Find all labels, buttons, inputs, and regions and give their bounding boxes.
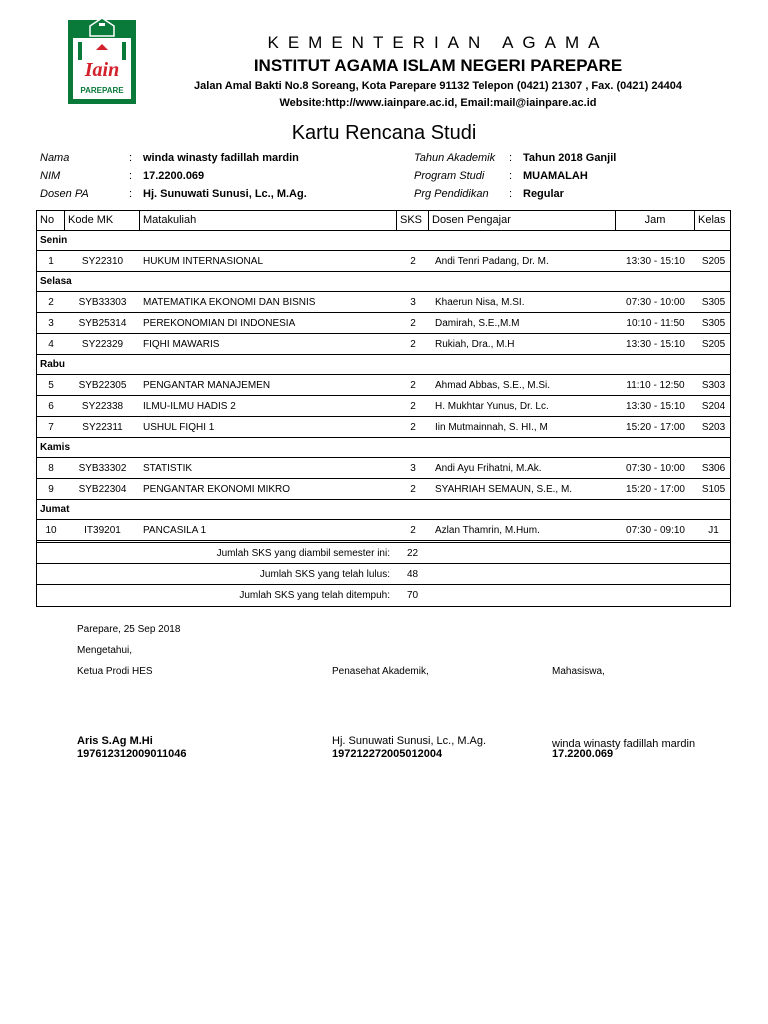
colon: :: [509, 170, 513, 182]
tahun-value: Tahun 2018 Ganjil: [523, 152, 617, 164]
mengetahui-text: Mengetahui,: [77, 645, 133, 656]
cell-mk: PANCASILA 1: [143, 525, 207, 536]
table-row: [37, 313, 730, 334]
cell-jam: 10:10 - 11:50: [626, 318, 685, 329]
cell-kelas: S305: [701, 297, 726, 308]
total-value: 48: [407, 569, 419, 580]
colon: :: [509, 152, 513, 164]
ketua-prodi-nip: 197612312009011046: [77, 748, 187, 760]
cell-kode: SY22329: [81, 339, 124, 350]
cell-mk: PENGANTAR MANAJEMEN: [143, 380, 271, 391]
cell-sks: 3: [410, 297, 416, 308]
student-info-right: [414, 152, 714, 212]
cell-sks: 2: [410, 422, 416, 433]
table-row: [37, 479, 730, 500]
cell-kode: SYB22305: [78, 380, 127, 391]
header-matakuliah: Matakuliah: [140, 211, 397, 230]
cell-dosen: Damirah, S.E.,M.M: [435, 318, 520, 329]
mahasiswa-nim: 17.2200.069: [552, 748, 614, 760]
cell-jam: 15:20 - 17:00: [626, 422, 685, 433]
dosen-pa-value: Hj. Sunuwati Sunusi, Lc., M.Ag.: [143, 188, 307, 200]
cell-mk: FIQHI MAWARIS: [143, 339, 220, 350]
cell-jam: 07:30 - 09:10: [626, 525, 685, 536]
table-row: [37, 458, 730, 479]
colon: :: [129, 188, 133, 200]
institute-address: Jalan Amal Bakti No.8 Soreang, Kota Parepare 91132 Telepon (0421) 21307 , Fax. (0421) 24404: [194, 80, 682, 92]
cell-kelas: S204: [701, 401, 726, 412]
cell-kelas: S105: [701, 484, 726, 495]
cell-mk: MATEMATIKA EKONOMI DAN BISNIS: [143, 297, 316, 308]
cell-kelas: S205: [701, 339, 726, 350]
penasehat-label: Penasehat Akademik,: [332, 666, 429, 677]
table-row: [37, 396, 730, 417]
dosen-pa-label: Dosen PA: [40, 188, 89, 200]
prg-label: Prg Pendidikan: [414, 188, 489, 200]
cell-sks: 3: [410, 463, 416, 474]
logo-wordmark: Iain: [84, 59, 120, 81]
cell-no: 7: [48, 422, 54, 433]
cell-jam: 07:30 - 10:00: [626, 297, 685, 308]
table-row: [37, 292, 730, 313]
total-label: Jumlah SKS yang telah ditempuh:: [239, 590, 390, 601]
cell-no: 8: [48, 463, 54, 474]
cell-dosen: Ahmad Abbas, S.E., M.Si.: [435, 380, 551, 391]
cell-dosen: Azlan Thamrin, M.Hum.: [435, 525, 540, 536]
cell-jam: 13:30 - 15:10: [626, 339, 685, 350]
cell-kode: SYB25314: [78, 318, 127, 329]
cell-kelas: S306: [701, 463, 726, 474]
ketua-prodi-label: Ketua Prodi HES: [77, 666, 153, 677]
cell-kelas: S203: [701, 422, 726, 433]
penasehat-name: Hj. Sunuwati Sunusi, Lc., M.Ag.: [332, 735, 487, 747]
page-title: Kartu Rencana Studi: [291, 122, 477, 144]
cell-sks: 2: [410, 401, 416, 412]
total-row: [37, 585, 730, 606]
cell-jam: 11:10 - 12:50: [626, 380, 685, 391]
mahasiswa-label: Mahasiswa,: [552, 666, 605, 677]
cell-sks: 2: [410, 380, 416, 391]
header-kode: Kode MK: [65, 211, 140, 230]
course-table: [36, 210, 731, 607]
institute-name: INSTITUT AGAMA ISLAM NEGERI PAREPARE: [253, 56, 623, 75]
cell-kode: SY22311: [82, 422, 123, 433]
prodi-label: Program Studi: [414, 170, 485, 182]
cell-no: 9: [48, 484, 54, 495]
cell-mk: PENGANTAR EKONOMI MIKRO: [143, 484, 291, 495]
cell-kode: SYB33302: [78, 463, 127, 474]
cell-mk: HUKUM INTERNASIONAL: [143, 256, 264, 267]
header-kelas: Kelas: [698, 214, 726, 226]
place-date: Parepare, 25 Sep 2018: [77, 624, 181, 635]
cell-dosen: H. Mukhtar Yunus, Dr. Lc.: [435, 401, 549, 412]
cell-kelas: J1: [708, 525, 719, 536]
cell-kelas: S303: [701, 380, 726, 391]
header-jam: Jam: [616, 211, 695, 230]
tahun-label: Tahun Akademik: [414, 152, 496, 164]
colon: :: [509, 188, 513, 200]
cell-sks: 2: [410, 256, 416, 267]
table-row: [37, 251, 730, 272]
cell-kode: SY22338: [81, 401, 124, 412]
day-header: Senin: [37, 231, 730, 251]
cell-no: 1: [48, 256, 54, 267]
total-row: [37, 543, 730, 564]
day-header: Selasa: [37, 272, 730, 292]
cell-kelas: S205: [701, 256, 726, 267]
cell-no: 6: [48, 401, 54, 412]
header-dosen: Dosen Pengajar: [429, 211, 616, 230]
logo-subtext: PAREPARE: [80, 86, 124, 95]
penasehat-nip: 197212272005012004: [332, 748, 443, 760]
total-label: Jumlah SKS yang telah lulus:: [259, 569, 390, 580]
ministry-name: KEMENTERIAN AGAMA: [267, 33, 609, 52]
mahasiswa-name: winda winasty fadillah mardin: [552, 738, 696, 750]
day-header: Rabu: [37, 355, 730, 375]
cell-no: 10: [45, 525, 57, 536]
cell-kode: SYB33303: [78, 297, 127, 308]
cell-jam: 13:30 - 15:10: [626, 401, 685, 412]
nama-value: winda winasty fadillah mardin: [143, 152, 299, 164]
cell-dosen: Khaerun Nisa, M.SI.: [435, 297, 525, 308]
cell-no: 5: [48, 380, 54, 391]
prg-value: Regular: [523, 188, 564, 200]
total-label: Jumlah SKS yang diambil semester ini:: [216, 548, 390, 559]
cell-mk: USHUL FIQHI 1: [143, 422, 215, 433]
table-header: [37, 211, 730, 231]
cell-sks: 2: [410, 339, 416, 350]
cell-no: 2: [48, 297, 54, 308]
institute-website: Website:http://www.iainpare.ac.id, Email:mail@iainpare.ac.id: [279, 97, 597, 109]
cell-mk: STATISTIK: [143, 463, 193, 474]
table-row: [37, 520, 730, 541]
cell-dosen: SYAHRIAH SEMAUN, S.E., M.: [435, 484, 573, 495]
total-row: [37, 564, 730, 585]
table-row: [37, 417, 730, 438]
cell-kode: SY22310: [81, 256, 124, 267]
cell-dosen: Iin Mutmainnah, S. HI., M: [435, 422, 548, 433]
cell-dosen: Rukiah, Dra., M.H: [435, 339, 515, 350]
colon: :: [129, 152, 133, 164]
cell-sks: 2: [410, 525, 416, 536]
cell-no: 3: [48, 318, 54, 329]
total-value: 70: [407, 590, 419, 601]
nama-label: Nama: [40, 152, 70, 164]
cell-jam: 15:20 - 17:00: [626, 484, 685, 495]
cell-jam: 13:30 - 15:10: [626, 256, 685, 267]
day-header: Kamis: [37, 438, 730, 458]
table-row: [37, 334, 730, 355]
cell-dosen: Andi Ayu Frihatni, M.Ak.: [435, 463, 542, 474]
cell-kode: SYB22304: [78, 484, 127, 495]
header-sks: SKS: [397, 211, 429, 230]
cell-mk: PEREKONOMIAN DI INDONESIA: [143, 318, 296, 329]
colon: :: [129, 170, 133, 182]
cell-sks: 2: [410, 318, 416, 329]
cell-kode: IT39201: [84, 525, 121, 536]
ketua-prodi-name: Aris S.Ag M.Hi: [77, 735, 153, 747]
student-info-left: [40, 152, 380, 212]
nim-value: 17.2200.069: [143, 170, 205, 182]
cell-mk: ILMU-ILMU HADIS 2: [143, 401, 236, 412]
day-header: Jumat: [37, 500, 730, 520]
institute-logo: [66, 18, 138, 106]
total-value: 22: [407, 548, 419, 559]
cell-kelas: S305: [701, 318, 726, 329]
cell-jam: 07:30 - 10:00: [626, 463, 685, 474]
cell-dosen: Andi Tenri Padang, Dr. M.: [435, 256, 549, 267]
prodi-value: MUAMALAH: [523, 170, 588, 182]
cell-sks: 2: [410, 484, 416, 495]
cell-no: 4: [48, 339, 54, 350]
header-no: No: [37, 211, 65, 230]
nim-label: NIM: [40, 170, 61, 182]
table-row: [37, 375, 730, 396]
